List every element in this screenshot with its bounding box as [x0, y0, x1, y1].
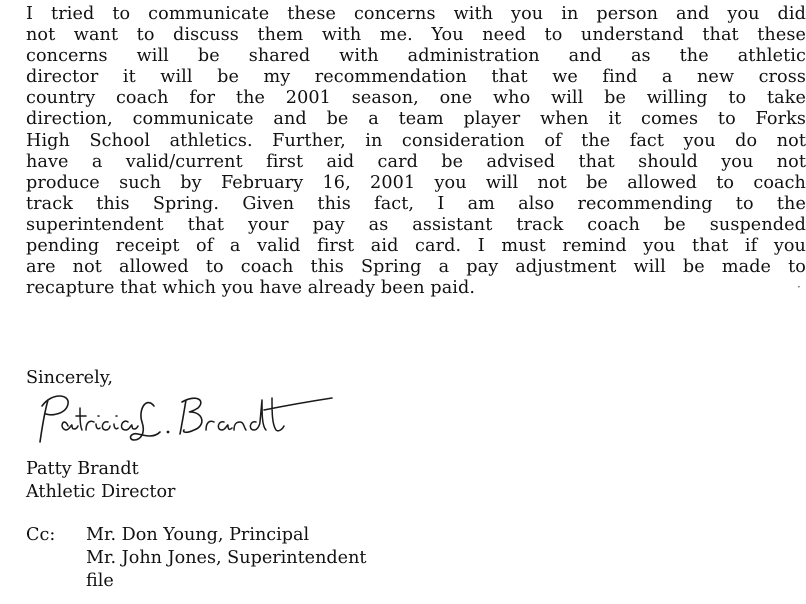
paragraph-line: director it will be my recommendation that we find a new cross: [26, 67, 806, 88]
handwritten-signature: [34, 386, 334, 448]
paragraph-line: have a valid/current first aid card be advised that should you not: [26, 151, 806, 172]
cc-recipient: Mr. John Jones, Superintendent: [86, 548, 367, 568]
cc-recipient: Mr. Don Young, Principal: [86, 525, 310, 545]
paragraph-line: I tried to communicate these concerns with you in person and you did: [26, 4, 806, 24]
paragraph-line: superintendent that your pay as assistant track coach be suspended: [26, 214, 806, 235]
signer-name: Patty Brandt: [26, 459, 139, 479]
signer-title: Athletic Director: [26, 482, 176, 502]
paragraph-line: direction, communicate and be a team player when it comes to Forks: [26, 109, 806, 130]
paragraph-line: not want to discuss them with me. You need to understand that these: [26, 25, 806, 46]
cc-recipient-list: [86, 524, 367, 593]
paragraph-line: pending receipt of a valid first aid card. I must remind you that if you: [26, 236, 806, 257]
signer-block: [26, 458, 175, 504]
closing-salutation: Sincerely,: [26, 368, 113, 388]
letter-body-paragraph: [26, 4, 806, 299]
paragraph-line: recapture that which you have already been paid.: [26, 278, 476, 299]
paragraph-line: are not allowed to coach this Spring a pay adjustment will be made to: [26, 257, 806, 278]
cc-recipient: file: [86, 571, 114, 591]
paragraph-line: High School athletics. Further, in consideration of the fact you do not: [26, 130, 806, 151]
paragraph-line: country coach for the 2001 season, one who will be willing to take: [26, 88, 806, 109]
margin-speck: ·: [797, 280, 801, 294]
paragraph-line: produce such by February 16, 2001 you will not be allowed to coach: [26, 172, 806, 193]
cc-label: Cc:: [26, 525, 56, 545]
paragraph-line: concerns will be shared with administration and as the athletic: [26, 46, 806, 67]
paragraph-line: track this Spring. Given this fact, I am also recommending to the: [26, 193, 806, 214]
